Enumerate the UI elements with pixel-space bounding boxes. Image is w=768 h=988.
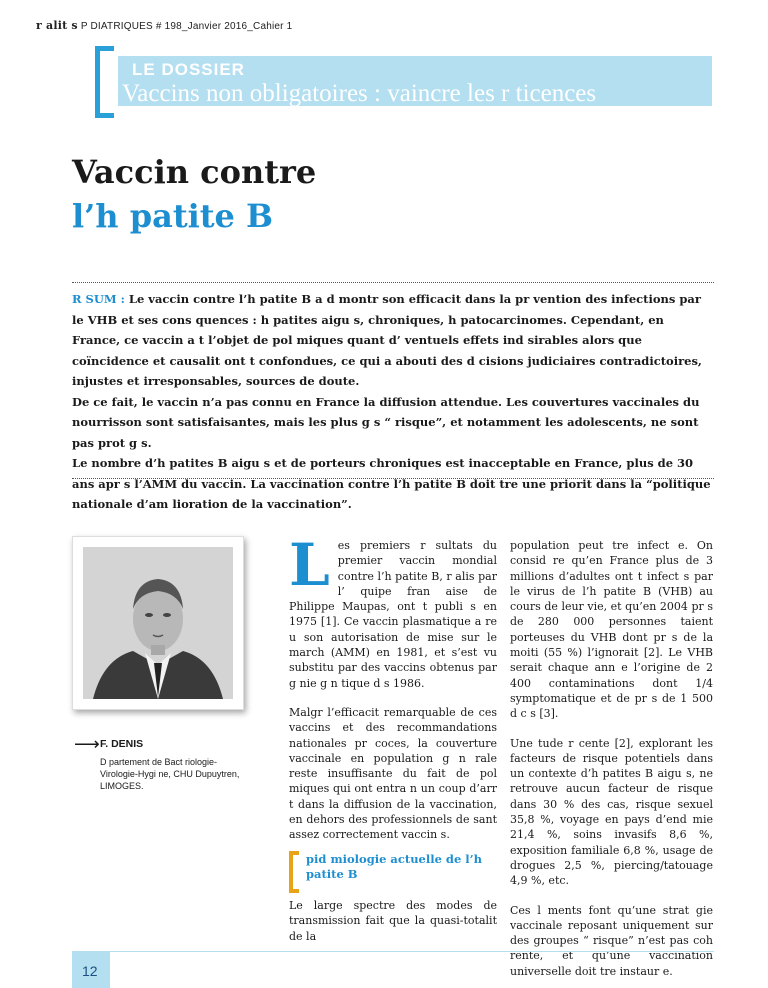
section-bracket (289, 851, 299, 893)
author-photo-frame (72, 536, 244, 710)
resume-paragraph-3: Le nombre d’h patites B aigu s et de porteurs chroniques est inacceptable en France, plus de 30 ans apr s l’AMM du vaccin. La vaccination contre l’h patite B doit tre une priorit dans la “politique nationale d’am lioration de la vaccination”. (72, 456, 711, 511)
journal-issue: P DIATRIQUES # 198_Janvier 2016_Cahier 1 (80, 21, 293, 32)
article-title (72, 150, 316, 238)
column1-paragraph-2: Malgr l’efficacit remarquable de ces vaccins et des recommandations nationales pr coces, la couverture vaccinale en population g n rale reste insuffisante du fait de pol miques qui ont entra n un coup d’arr t dans la diffusion de la vaccination, en dehors des professionnels de sant assez correctement vaccin s. (289, 705, 497, 842)
column2-paragraph-2: Une tude r cente [2], explorant les facteurs de risque potentiels dans un contexte d’h patites B aigu s, ne retrouve aucun facteur de risque dans 30 % des cas, risque sexuel 35,8 %, voyage en pays d’end mie 21,4 %, soins invasifs 8,6 %, exposition familiale 6,8 %, usage de drogues 2,5 %, piercing/tatouage 4,9 %, etc. (510, 736, 713, 888)
resume-top-divider (72, 282, 714, 283)
author-block (74, 734, 250, 792)
article-column-2 (510, 538, 713, 979)
column1-paragraph-1: es premiers r sultats du premier vaccin mondial contre l’h patite B, r alis par l’ quipe fran aise de Philippe Maupas, ont t publi s en 1975 [1]. Ce vaccin plasmatique a re u son autorisation de mise sur le march (AMM) en 1981, et s’est vu substitu par des vaccins obtenus par g nie g n tique d s 1986. (289, 539, 497, 690)
article-column-1-continued (289, 898, 497, 944)
column1-paragraph-3: Le large spectre des modes de transmission fait que la quasi-totalit de la (289, 899, 497, 943)
author-portrait-image (83, 547, 233, 699)
journal-header (36, 19, 292, 32)
resume-heading: R SUM : (72, 292, 125, 306)
resume-block (72, 289, 714, 515)
article-title-line1: Vaccin contre (72, 153, 317, 191)
page-number: 12 (82, 963, 98, 979)
resume-bottom-divider (72, 478, 714, 479)
resume-paragraph-1: Le vaccin contre l’h patite B a d montr son efficacit dans la pr vention des infections par le VHB et ses cons quences : h patites aigu s, chroniques, h patocarcinomes. Cependant, en France, ce vaccin a t l’objet de pol miques quant d’ ventuels effets ind sirables alors que coïncidence et causalit ont t confondues, ce qui a abouti des d cisions judiciaires contradictoires, injustes et irresponsables, sources de doute. (72, 292, 702, 388)
column2-paragraph-1: population peut tre infect e. On consid re qu’en France plus de 3 millions d’adultes ont t infect s par le virus de l’h patite B (VHB) au cours de leur vie, et qu’en 2004 pr s de 280 000 personnes taient porteuses du VHB dont pr s de la moiti (55 %) l’ignorait [2]. Le VHB serait chaque ann e l’origine de 2 400 contaminations dont 1/4 symptomatique et de pr s de 1 500 d c s [3]. (510, 539, 713, 721)
article-column-1 (289, 531, 497, 843)
dossier-label: LE DOSSIER (132, 60, 245, 79)
column2-paragraph-3: Ces l ments font qu’une strat gie vaccinale reposant uniquement sur des groupes “ risque” n’est pas coh rente, et qu’une vaccination universelle doit tre instaur e. (510, 903, 713, 978)
author-affiliation: D partement de Bact riologie-Virologie-Hygi ne, CHU Dupuytren, LIMOGES. (100, 757, 240, 791)
section-heading-epidemiologie: pid miologie actuelle de l’h patite B (306, 852, 483, 881)
footer-rule (72, 951, 714, 952)
dossier-bracket (95, 46, 114, 118)
author-photo (83, 547, 233, 699)
resume-paragraph-2: De ce fait, le vaccin n’a pas connu en France la diffusion attendue. Les couvertures vaccinales du nourrisson sont satisfaisantes, mais les plus g s “ risque”, et notamment les adolescents, ne sont pas prot g s. (72, 394, 700, 450)
journal-name: r alit s (36, 19, 78, 32)
article-title-line2: l’h patite B (72, 197, 274, 235)
drop-cap: L (289, 531, 330, 599)
arrow-right-icon: ⟶ (74, 734, 100, 754)
author-name: F. DENIS (100, 738, 144, 750)
dossier-title: Vaccins non obligatoires : vaincre les r ticences (122, 80, 597, 107)
